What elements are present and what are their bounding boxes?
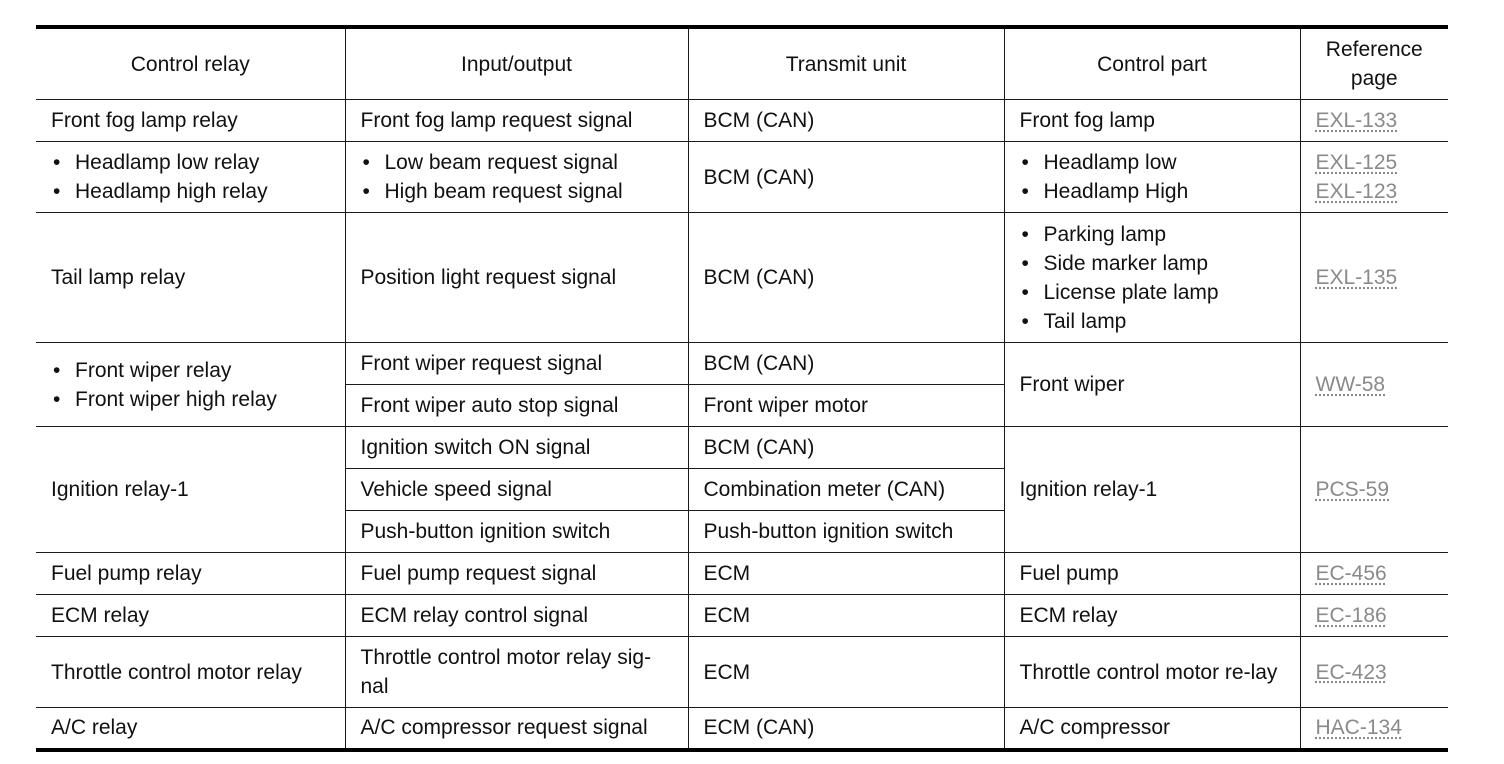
cell-control-relay: A/C relay xyxy=(36,708,345,750)
header-control-part: Control part xyxy=(1004,27,1300,100)
cell-input-output: Push-button ignition switch xyxy=(345,511,688,553)
cell-control-part: Fuel pump xyxy=(1004,553,1300,595)
cell-control-relay: ECM relay xyxy=(36,595,345,637)
cell-input-output: Fuel pump request signal xyxy=(345,553,688,595)
cell-control-part: Front wiper xyxy=(1004,343,1300,427)
table-row xyxy=(36,343,1448,385)
cell-control-part: ECM relay xyxy=(1004,595,1300,637)
reference-link[interactable]: EXL-135 xyxy=(1315,266,1398,289)
cell-reference-page xyxy=(1300,427,1448,553)
cell-control-part: A/C compressor xyxy=(1004,708,1300,750)
cell-reference-page xyxy=(1300,343,1448,427)
cell-input-output: Front fog lamp request signal xyxy=(345,100,688,142)
bullet-item: • Headlamp High xyxy=(1020,177,1286,206)
cell-transmit-unit: ECM xyxy=(688,595,1004,637)
cell-input-output: Front wiper request signal xyxy=(345,343,688,385)
cell-transmit-unit: ECM xyxy=(688,553,1004,595)
cell-transmit-unit: Combination meter (CAN) xyxy=(688,469,1004,511)
bullet-item: • Headlamp low xyxy=(1020,148,1286,177)
table-row xyxy=(36,100,1448,142)
table-row xyxy=(36,142,1448,213)
header-row xyxy=(36,27,1448,100)
reference-link[interactable]: EXL-133 xyxy=(1315,109,1398,132)
cell-input-output: ECM relay control signal xyxy=(345,595,688,637)
cell-control-relay: Fuel pump relay xyxy=(36,553,345,595)
cell-control-relay: Tail lamp relay xyxy=(36,213,345,343)
cell-transmit-unit: BCM (CAN) xyxy=(688,343,1004,385)
table-row xyxy=(36,553,1448,595)
cell-input-output: Throttle control motor relay sig-nal xyxy=(345,637,688,708)
bullet-item: • License plate lamp xyxy=(1020,278,1286,307)
bullet-item: • Tail lamp xyxy=(1020,307,1286,336)
cell-reference-page xyxy=(1300,708,1448,750)
cell-reference-page xyxy=(1300,142,1448,213)
table-row xyxy=(36,213,1448,343)
cell-input-output: Front wiper auto stop signal xyxy=(345,385,688,427)
cell-control-part: Front fog lamp xyxy=(1004,100,1300,142)
bullet-item: • High beam request signal xyxy=(361,177,674,206)
table-row xyxy=(36,595,1448,637)
header-control-relay: Control relay xyxy=(36,27,345,100)
reference-link[interactable]: EC-423 xyxy=(1315,660,1387,684)
reference-link[interactable]: WW-58 xyxy=(1315,373,1386,396)
cell-input-output: Vehicle speed signal xyxy=(345,469,688,511)
cell-transmit-unit: Front wiper motor xyxy=(688,385,1004,427)
cell-reference-page xyxy=(1300,637,1448,708)
reference-link[interactable]: EC-186 xyxy=(1315,604,1387,627)
reference-link[interactable]: PCS-59 xyxy=(1315,478,1390,501)
cell-control-relay: Front fog lamp relay xyxy=(36,100,345,142)
header-reference-page: Reference page xyxy=(1300,27,1448,100)
header-transmit-unit: Transmit unit xyxy=(688,27,1004,100)
bullet-item: • Parking lamp xyxy=(1020,220,1286,249)
cell-control-part xyxy=(1004,142,1300,213)
cell-input-output: Position light request signal xyxy=(345,213,688,343)
table-row xyxy=(36,427,1448,469)
cell-reference-page xyxy=(1300,100,1448,142)
cell-control-part xyxy=(1004,213,1300,343)
cell-control-relay: Ignition relay-1 xyxy=(36,427,345,553)
reference-link[interactable]: HAC-134 xyxy=(1315,716,1402,740)
reference-link[interactable]: EXL-125 xyxy=(1315,151,1398,174)
cell-control-relay: Throttle control motor relay xyxy=(36,637,345,708)
cell-control-relay xyxy=(36,142,345,213)
bullet-item: • Low beam request signal xyxy=(361,148,674,177)
cell-input-output: A/C compressor request signal xyxy=(345,708,688,750)
bullet-item: • Headlamp high relay xyxy=(51,177,331,206)
bullet-item: • Front wiper relay xyxy=(51,356,331,385)
table-row xyxy=(36,708,1448,750)
table-row xyxy=(36,637,1448,708)
cell-transmit-unit: BCM (CAN) xyxy=(688,142,1004,213)
cell-transmit-unit: Push-button ignition switch xyxy=(688,511,1004,553)
reference-link[interactable]: EXL-123 xyxy=(1315,180,1398,203)
cell-transmit-unit: BCM (CAN) xyxy=(688,100,1004,142)
cell-transmit-unit: ECM xyxy=(688,637,1004,708)
bullet-item: • Side marker lamp xyxy=(1020,249,1286,278)
cell-input-output xyxy=(345,142,688,213)
cell-control-part: Ignition relay-1 xyxy=(1004,427,1300,553)
cell-transmit-unit: BCM (CAN) xyxy=(688,213,1004,343)
cell-transmit-unit: BCM (CAN) xyxy=(688,427,1004,469)
reference-link[interactable]: EC-456 xyxy=(1315,562,1387,585)
cell-reference-page xyxy=(1300,213,1448,343)
cell-input-output: Ignition switch ON signal xyxy=(345,427,688,469)
cell-reference-page xyxy=(1300,595,1448,637)
header-input-output: Input/output xyxy=(345,27,688,100)
cell-control-part: Throttle control motor re-lay xyxy=(1004,637,1300,708)
cell-transmit-unit: ECM (CAN) xyxy=(688,708,1004,750)
cell-reference-page xyxy=(1300,553,1448,595)
control-relay-table xyxy=(36,25,1448,752)
bullet-item: • Headlamp low relay xyxy=(51,148,331,177)
cell-control-relay xyxy=(36,343,345,427)
bullet-item: • Front wiper high relay xyxy=(51,385,331,414)
